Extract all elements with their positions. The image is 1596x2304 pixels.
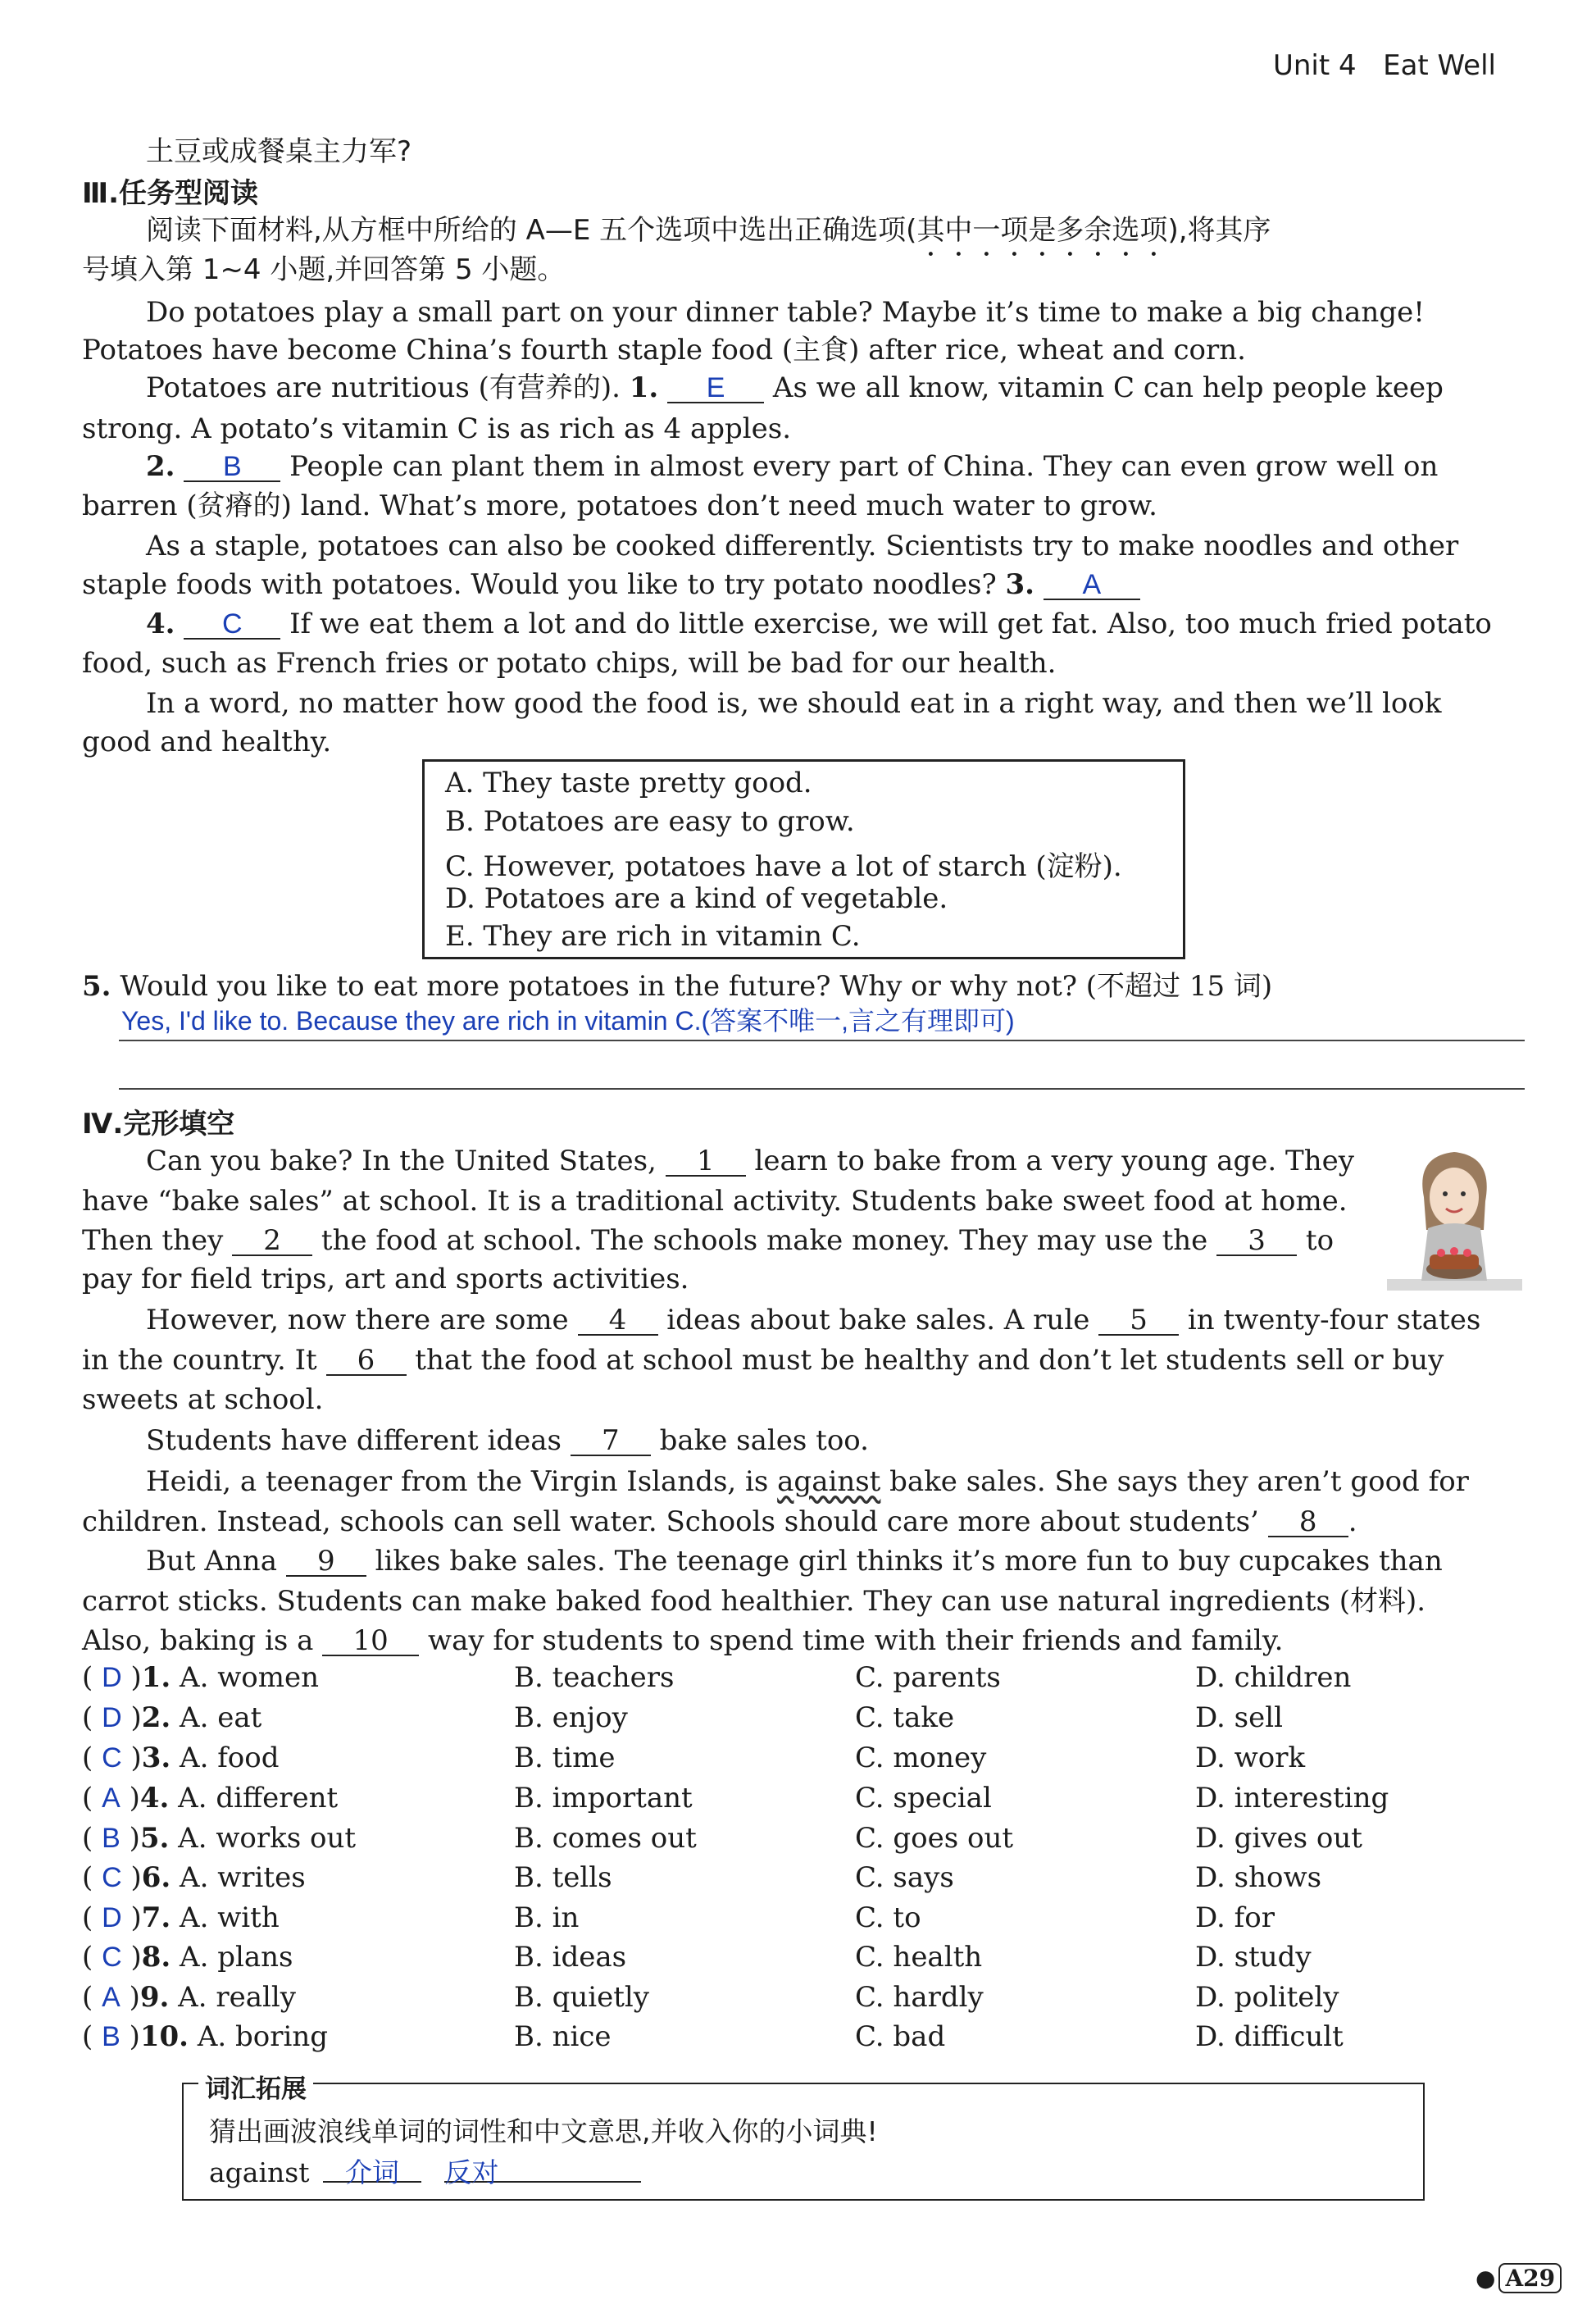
cloze-line13: Also, baking is a 10 way for students to spend time with their friends and family. — [82, 1622, 1283, 1660]
choice-c: C. goes out — [855, 1822, 1014, 1855]
cloze-line6: in the country. It 6 that the food at school must be healthy and don’t let students sell or buy — [82, 1341, 1444, 1379]
choice-c: C. says — [855, 1861, 954, 1894]
blank-1 — [667, 369, 764, 403]
blank-2 — [184, 448, 280, 482]
answer-3: A — [1082, 569, 1102, 600]
vocab-word: against — [209, 2156, 310, 2188]
cloze-blank-1: 1 — [666, 1142, 746, 1177]
cloze-line5: However, now there are some 4 ideas about bake sales. A rule 5 in twenty-four states — [146, 1301, 1480, 1339]
choice-d: D. gives out — [1195, 1822, 1362, 1855]
cloze-line11: But Anna 9 likes bake sales. The teenage girl thinks it’s more fun to buy cupcakes than — [146, 1542, 1443, 1580]
choice-b: B. comes out — [514, 1822, 697, 1855]
choice-b: B. quietly — [514, 1981, 650, 2014]
choice-d: D. study — [1195, 1941, 1312, 1974]
cloze-line12: carrot sticks. Students can make baked food healthier. They can use natural ingredients (材料). — [82, 1585, 1426, 1618]
cloze-blank-5: 5 — [1098, 1301, 1179, 1336]
choice-d: D. work — [1195, 1742, 1306, 1774]
choice-d: D. shows — [1195, 1861, 1322, 1894]
question5: 5. Would you like to eat more potatoes in the future? Why or why not? (不超过 15 词) — [82, 970, 1273, 1003]
cloze-blank-6: 6 — [326, 1341, 407, 1376]
choice-d: D. for — [1195, 1901, 1275, 1934]
choice-row: ( A )9. A. really — [82, 1981, 296, 2014]
section3-instruction-line2: 号填入第 1~4 小题,并回答第 5 小题。 — [82, 253, 566, 286]
para4-line1: As a staple, potatoes can also be cooked differently. Scientists try to make noodles and other — [146, 530, 1459, 562]
girl-baking-illustration — [1387, 1140, 1522, 1304]
choice-b: B. time — [514, 1742, 616, 1774]
vocab-title: 词汇拓展 — [198, 2068, 313, 2105]
para3-line2: barren (贫瘠的) land. What’s more, potatoes don’t need much water to grow. — [82, 489, 1157, 522]
choice-d: D. children — [1195, 1661, 1352, 1694]
answer-1: E — [706, 372, 725, 403]
cloze-blank-3: 3 — [1216, 1222, 1297, 1256]
choice-d: D. politely — [1195, 1981, 1339, 2014]
para2-line2: strong. A potato’s vitamin C is as rich as 4 apples. — [82, 412, 792, 445]
section3-title: Ⅲ.任务型阅读 — [82, 177, 259, 210]
choice-b: B. enjoy — [514, 1701, 628, 1734]
choice-c: C. health — [855, 1941, 983, 1974]
choice-b: B. ideas — [514, 1941, 627, 1974]
section4-title: Ⅳ.完形填空 — [82, 1108, 235, 1141]
choice-b: B. nice — [514, 2020, 612, 2053]
cloze-blank-7: 7 — [571, 1422, 651, 1456]
choice-d: D. difficult — [1195, 2020, 1344, 2053]
choice-row: ( A )4. A. different — [82, 1782, 339, 1815]
choice-c: C. bad — [855, 2020, 946, 2053]
page-number: A29 — [1498, 2263, 1562, 2293]
cloze-line7: sweets at school. — [82, 1383, 324, 1416]
choice-d: D. sell — [1195, 1701, 1283, 1734]
cloze-line9: Heidi, a teenager from the Virgin Islands, is against bake sales. She says they aren’t good for — [146, 1465, 1469, 1498]
para5-line1: 4. C If we eat them a lot and do little exercise, we will get fat. Also, too much fried potato — [146, 605, 1492, 643]
choice-row: ( B )10. A. boring — [82, 2020, 329, 2053]
choice-c: C. to — [855, 1901, 921, 1934]
question5-answer: Yes, I'd like to. Because they are rich in vitamin C.(答案不唯一,言之有理即可) — [121, 1006, 1015, 1036]
choice-c: C. parents — [855, 1661, 1001, 1694]
vocab-entry — [209, 2151, 641, 2188]
blank-3 — [1044, 566, 1140, 600]
cloze-line8: Students have different ideas 7 bake sales too. — [146, 1422, 869, 1459]
choice-b: B. teachers — [514, 1661, 675, 1694]
section3-instruction: 阅读下面材料,从方框中所给的 A—E 五个选项中选出正确选项(其中一项是多余选项),将其序 — [146, 214, 1271, 247]
choice-c: C. hardly — [855, 1981, 984, 2014]
cloze-blank-4: 4 — [578, 1301, 658, 1336]
page-header — [1273, 49, 1496, 82]
wavy-word-against: against — [777, 1465, 881, 1498]
para1-line2: Potatoes have become China’s fourth staple food (主食) after rice, wheat and corn. — [82, 334, 1246, 367]
cloze-line4: pay for field trips, art and sports activities. — [82, 1263, 689, 1295]
cloze-blank-9: 9 — [286, 1542, 366, 1577]
cloze-line3: Then they 2 the food at school. The schools make money. They may use the 3 to — [82, 1222, 1334, 1259]
para3-line1: 2. B People can plant them in almost every part of China. They can even grow well on — [146, 448, 1438, 485]
unit-label: Unit 4 — [1273, 49, 1357, 82]
choice-row: ( C )8. A. plans — [82, 1941, 293, 1974]
choice-row: ( C )3. A. food — [82, 1742, 280, 1774]
para4-line2: staple foods with potatoes. Would you like to try potato noodles? 3. A — [82, 566, 1140, 603]
answer-line-1 — [119, 1040, 1525, 1041]
cloze-line1: Can you bake? In the United States, 1 learn to bake from a very young age. They — [146, 1142, 1354, 1180]
para1-line1: Do potatoes play a small part on your dinner table? Maybe it’s time to make a big change! — [146, 296, 1425, 329]
choice-row: ( D )2. A. eat — [82, 1701, 262, 1734]
option-b: B. Potatoes are easy to grow. — [445, 805, 855, 838]
vocab-meaning: 反对 — [444, 2156, 499, 2188]
option-a: A. They taste pretty good. — [445, 767, 812, 799]
option-e: E. They are rich in vitamin C. — [445, 920, 861, 953]
option-c: C. However, potatoes have a lot of starch (淀粉). — [445, 850, 1122, 883]
cloze-blank-10: 10 — [322, 1622, 419, 1656]
answer-2: B — [222, 451, 242, 482]
choice-b: B. tells — [514, 1861, 612, 1894]
para5-line2: food, such as French fries or potato chips, will be bad for our health. — [82, 647, 1057, 680]
cloze-line10: children. Instead, schools can sell water. Schools should care more about students’ 8 . — [82, 1503, 1357, 1541]
para6-line2: good and healthy. — [82, 726, 332, 758]
options-box — [422, 759, 1185, 959]
vocab-instruction: 猜出画波浪线单词的词性和中文意思,并收入你的小词典! — [209, 2115, 878, 2147]
para6-line1: In a word, no matter how good the food is, we should eat in a right way, and then we’ll look — [146, 687, 1442, 720]
choice-row: ( D )7. A. with — [82, 1901, 280, 1934]
answer-line-2 — [119, 1088, 1525, 1090]
unit-title: Eat Well — [1383, 49, 1496, 82]
previous-question-text: 土豆或成餐桌主力军? — [146, 135, 412, 168]
cloze-line2: have “bake sales” at school. It is a traditional activity. Students bake sweet food at home. — [82, 1185, 1348, 1218]
page-number-badge — [1476, 2263, 1562, 2293]
choice-row: ( D )1. A. women — [82, 1661, 320, 1694]
answer-4: C — [222, 608, 243, 640]
option-d: D. Potatoes are a kind of vegetable. — [445, 882, 948, 915]
cloze-blank-2: 2 — [232, 1222, 312, 1256]
choice-row: ( B )5. A. works out — [82, 1822, 357, 1855]
vocab-pos: 介词 — [344, 2156, 399, 2188]
blank-4 — [184, 605, 280, 640]
choice-row: ( C )6. A. writes — [82, 1861, 306, 1894]
choice-c: C. take — [855, 1701, 955, 1734]
para2-line1: Potatoes are nutritious (有营养的). 1. E As we all know, vitamin C can help people keep — [146, 369, 1444, 407]
choice-c: C. special — [855, 1782, 992, 1815]
choice-b: B. in — [514, 1901, 580, 1934]
choice-d: D. interesting — [1195, 1782, 1389, 1815]
cloze-blank-8: 8 — [1268, 1503, 1348, 1537]
choice-b: B. important — [514, 1782, 693, 1815]
choice-c: C. money — [855, 1742, 987, 1774]
dot-icon: ● — [1476, 2265, 1496, 2292]
